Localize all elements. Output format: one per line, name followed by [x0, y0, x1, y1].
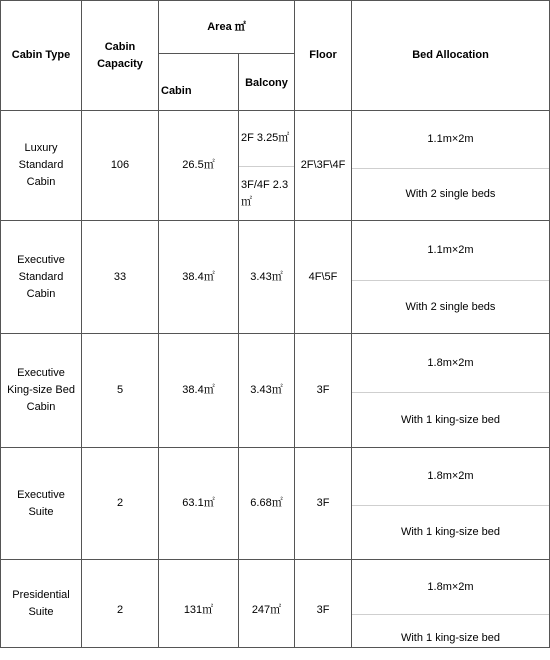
- row-1-bed-description: With 2 single beds: [405, 188, 496, 200]
- row-4-cabin-type: Executive Suite: [17, 488, 65, 518]
- row-2-balcony: 3.43㎡: [250, 270, 283, 283]
- row-5-cabin-type: Presidential Suite: [12, 588, 70, 618]
- header-floor: Floor: [309, 49, 337, 61]
- row-3-cabin-area: 38.4㎡: [182, 384, 215, 396]
- row-4-cabin-area: 63.1㎡: [182, 497, 215, 509]
- header-cabin-type: Cabin Type: [11, 49, 71, 61]
- row-2-cabin-area: 38.4㎡: [182, 270, 215, 283]
- header-bed-allocation: Bed Allocation: [412, 49, 489, 61]
- row-5-floor: 3F: [316, 603, 330, 616]
- row-3-balcony: 3.43㎡: [250, 384, 283, 396]
- row-4-balcony: 6.68㎡: [250, 497, 283, 509]
- row-2-bed-size: 1.1m×2m: [427, 244, 474, 256]
- row-4-bed-description: With 1 king-size bed: [400, 526, 501, 538]
- row-4-bed-size: 1.8m×2m: [427, 470, 474, 482]
- row-1-balcony-3f-4f: 3F/4F 2.3㎡: [241, 178, 289, 208]
- header-area-cabin: Cabin: [161, 84, 192, 97]
- row-5-cabin-area: 131㎡: [183, 603, 214, 616]
- row-5-balcony: 247㎡: [251, 603, 282, 616]
- header-cabin-capacity: Cabin Capacity: [97, 40, 143, 70]
- bed-split-line-5: [351, 614, 550, 615]
- row-2-bed-description: With 2 single beds: [405, 300, 496, 313]
- row-1-floor: 2F\3F\4F: [300, 159, 346, 171]
- row-1-cabin-area: 26.5㎡: [182, 159, 215, 171]
- area-header-divider: [158, 53, 294, 54]
- row-2-capacity: 33: [113, 270, 127, 283]
- row-3-floor: 3F: [316, 384, 330, 396]
- row-1-balcony-2f: 2F 3.25㎡: [241, 132, 290, 144]
- row-1-cabin-type: Luxury Standard Cabin: [18, 142, 64, 188]
- row-2-cabin-type: Executive Standard Cabin: [17, 253, 65, 300]
- row-5-bed-description: With 1 king-size bed: [400, 631, 501, 644]
- row-4-capacity: 2: [116, 497, 124, 509]
- row-5-bed-size: 1.8m×2m: [427, 580, 474, 593]
- row-3-cabin-type: Executive King-size Bed Cabin: [7, 367, 75, 413]
- header-area: Area ㎡: [207, 20, 246, 33]
- row-3-capacity: 5: [116, 384, 124, 396]
- row-3-bed-description: With 1 king-size bed: [400, 413, 501, 426]
- row-5-capacity: 2: [116, 603, 124, 616]
- header-area-balcony: Balcony: [245, 76, 288, 89]
- row-1-capacity: 106: [110, 159, 130, 171]
- row-4-floor: 3F: [316, 497, 330, 509]
- row-3-bed-size: 1.8m×2m: [427, 356, 474, 369]
- row-1-bed-size: 1.1m×2m: [427, 133, 474, 145]
- row-2-floor: 4F\5F: [308, 270, 338, 283]
